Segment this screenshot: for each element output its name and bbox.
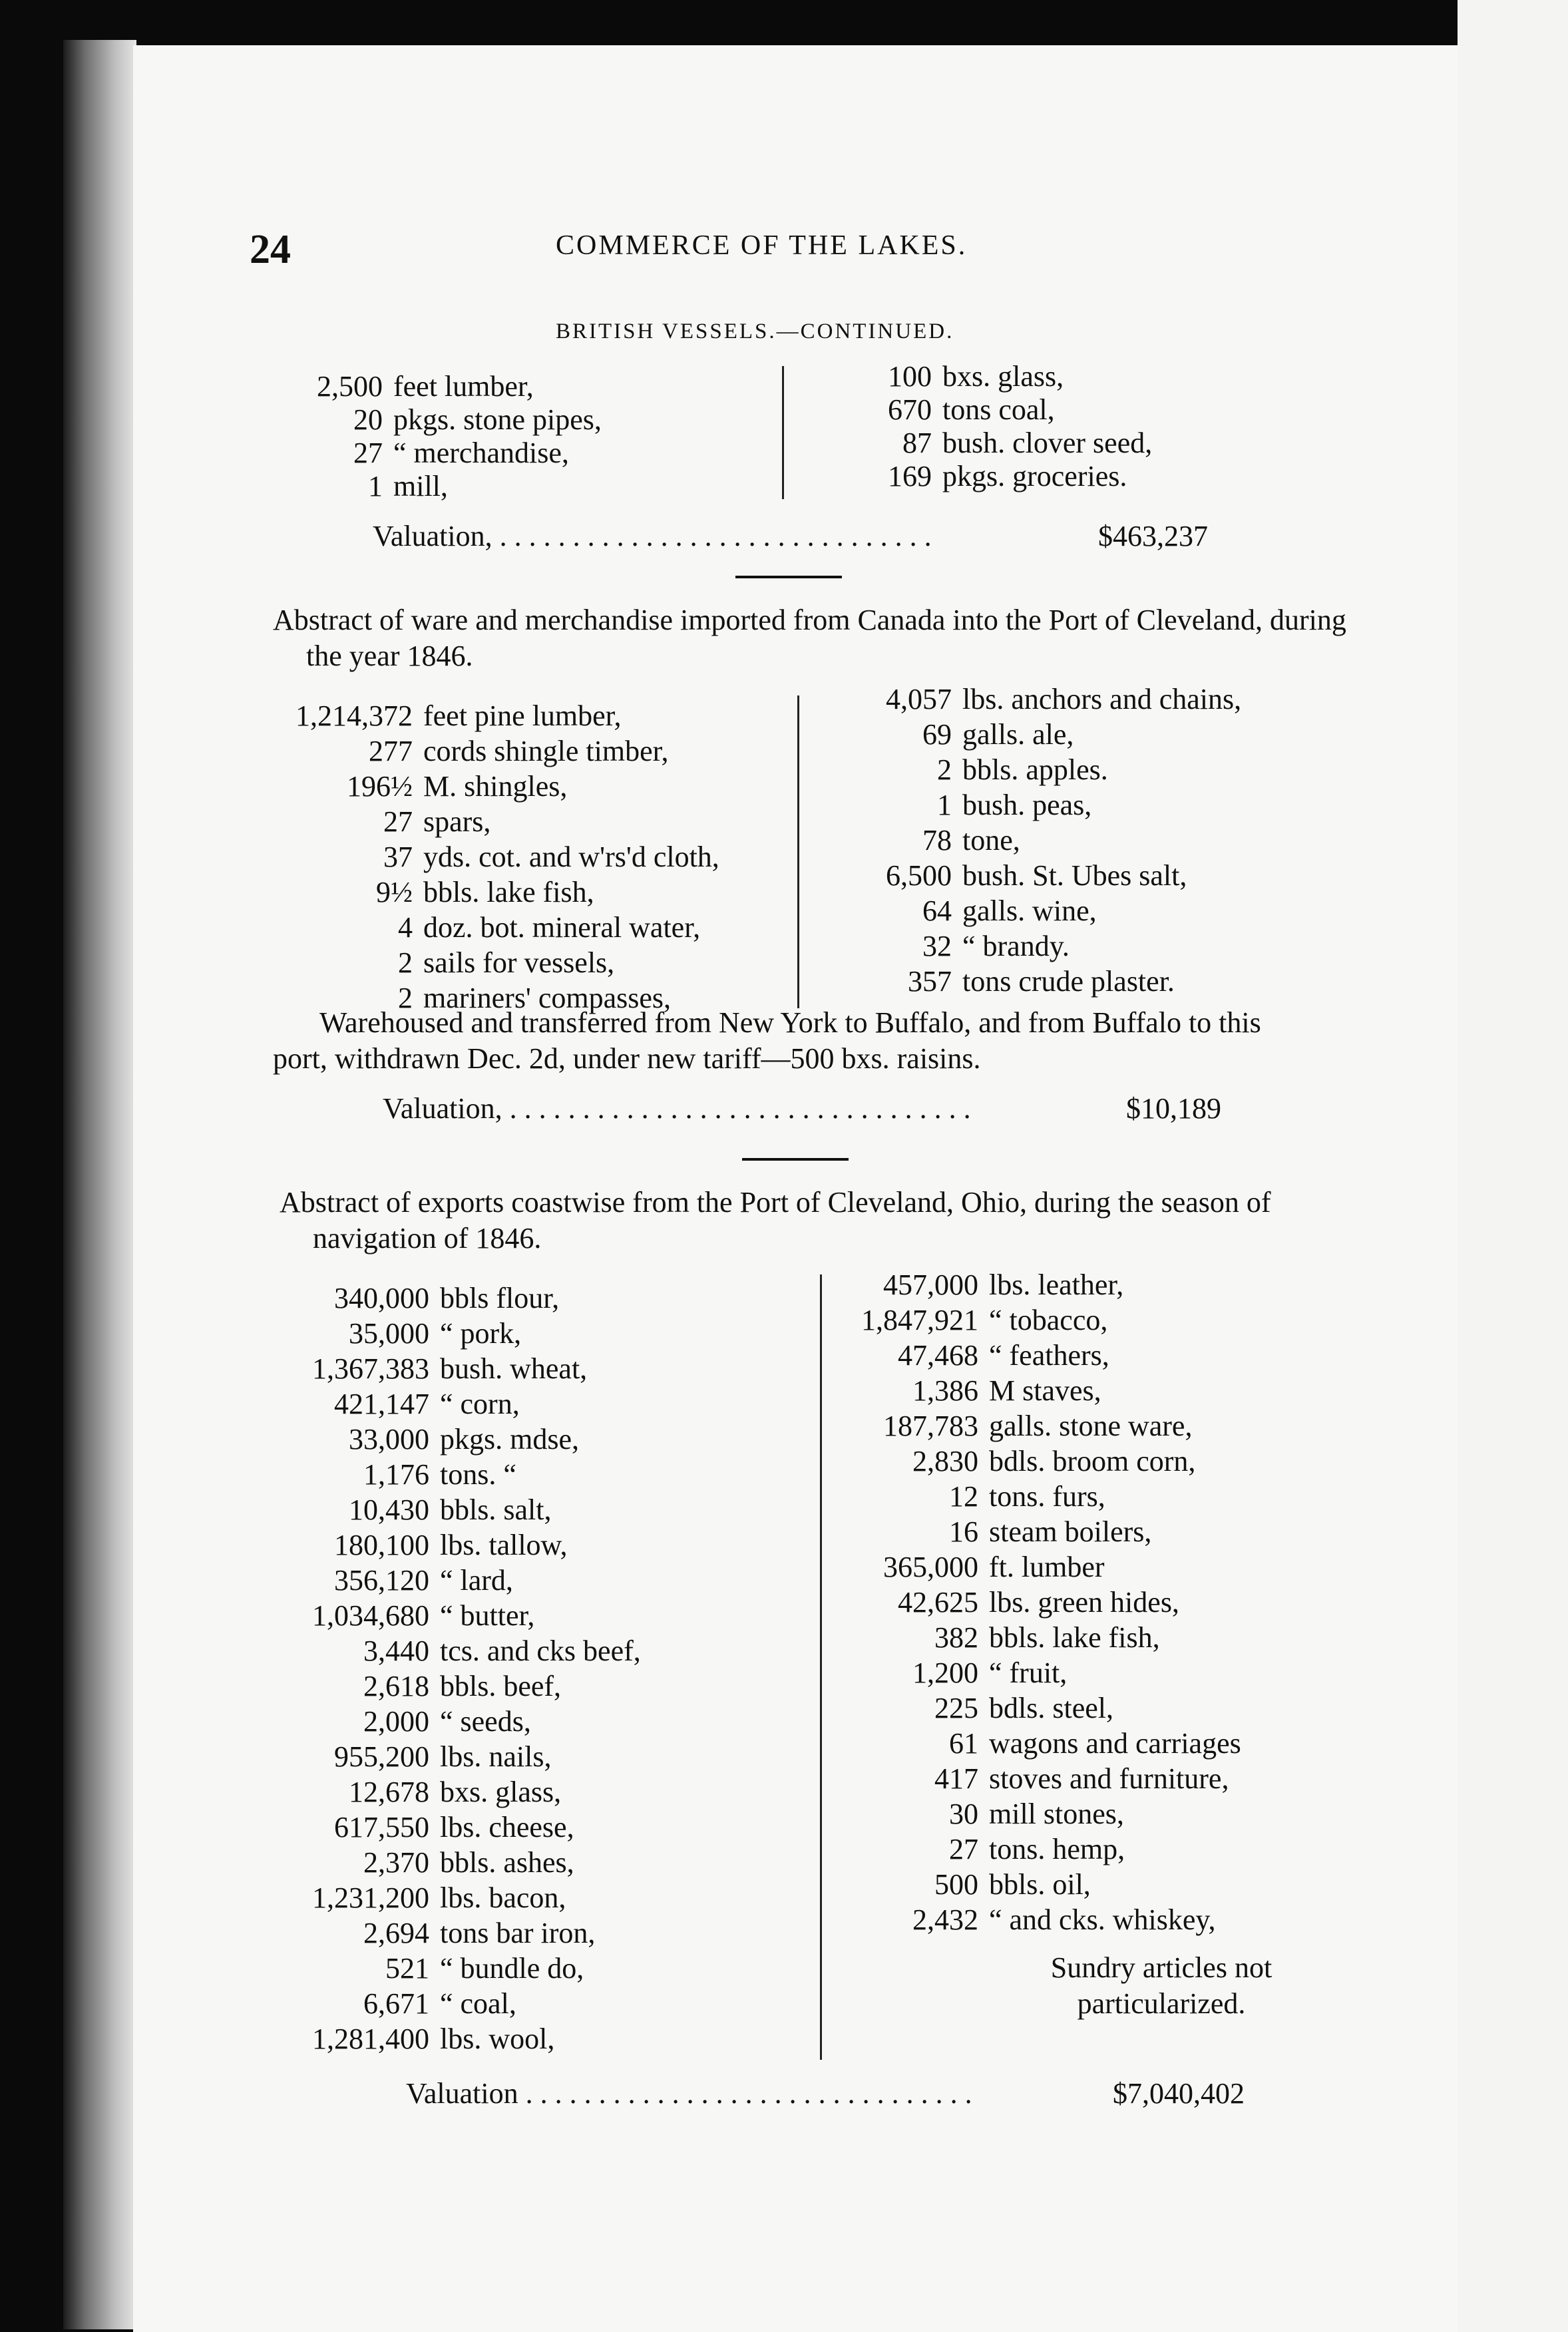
item-description: stoves and furniture, <box>989 1762 1229 1795</box>
quantity: 27 <box>353 437 383 469</box>
table-row <box>765 1409 1192 1443</box>
quantity: 69 <box>922 718 952 751</box>
quantity: 2 <box>398 982 413 1014</box>
item-description: lbs. tallow, <box>440 1529 568 1561</box>
item-description: cords shingle timber, <box>423 735 669 767</box>
item-description: M staves, <box>989 1374 1101 1407</box>
quantity: 27 <box>383 805 413 838</box>
quantity: 10,430 <box>349 1493 429 1526</box>
section-divider-rule <box>735 576 842 578</box>
item-description: mill, <box>393 470 448 502</box>
quantity: 47,468 <box>898 1339 978 1372</box>
table-row <box>765 1444 1195 1478</box>
quantity: 3,440 <box>363 1635 429 1667</box>
quantity: 340,000 <box>334 1282 429 1314</box>
table-row <box>216 1669 561 1703</box>
quantity: 2,432 <box>912 1903 978 1936</box>
quantity: 9½ <box>376 876 413 908</box>
quantity: 169 <box>888 460 932 492</box>
quantity: 2,830 <box>912 1445 978 1477</box>
table-row <box>170 469 448 503</box>
quantity: 180,100 <box>334 1529 429 1561</box>
item-description: galls. wine, <box>962 894 1097 927</box>
quantity: 500 <box>934 1868 978 1901</box>
quantity: 6,500 <box>886 859 952 892</box>
quantity: 35,000 <box>349 1317 429 1350</box>
item-description: pkgs. groceries. <box>942 460 1127 492</box>
book-spine-shadow <box>63 40 136 2329</box>
quantity: 12,678 <box>349 1776 429 1808</box>
quantity: 20 <box>353 403 383 436</box>
table-row <box>216 1916 595 1950</box>
item-description: feet lumber, <box>393 370 534 403</box>
item-description: tons. furs, <box>989 1480 1105 1513</box>
quantity: 1,034,680 <box>312 1599 429 1632</box>
table-row <box>739 788 1091 822</box>
item-description: lbs. anchors and chains, <box>962 683 1242 715</box>
quantity: 2,694 <box>363 1917 429 1949</box>
quantity: 87 <box>902 427 932 459</box>
item-description: “ merchandise, <box>393 437 569 469</box>
table-row <box>216 1528 567 1562</box>
table-row <box>216 1599 534 1633</box>
table-row <box>216 1704 531 1738</box>
table-row <box>216 1493 551 1527</box>
quantity: 1,200 <box>912 1656 978 1689</box>
facing-page <box>1458 0 1568 2332</box>
section2-valuation-amount: $10,189 <box>1126 1092 1221 1125</box>
table-row <box>200 946 614 980</box>
item-description: bbls. ashes, <box>440 1846 574 1879</box>
item-description: pkgs. mdse, <box>440 1423 579 1456</box>
table-row <box>170 369 534 403</box>
quantity: 33,000 <box>349 1423 429 1456</box>
item-description: bdls. steel, <box>989 1692 1113 1724</box>
item-description: bbls. salt, <box>440 1493 552 1526</box>
item-description: bbls flour, <box>440 1282 560 1314</box>
quantity: 417 <box>934 1762 978 1795</box>
item-description: bbls. beef, <box>440 1670 562 1702</box>
table-row <box>739 859 1187 892</box>
section3-intro: Abstract of exports coastwise from the Port of Cleveland, Ohio, during the season of navigation of 1846. <box>280 1186 1271 1255</box>
item-description: tone, <box>962 824 1020 857</box>
item-description: “ fruit, <box>989 1656 1068 1689</box>
table-row <box>765 1797 1124 1831</box>
item-description: bbls. apples. <box>962 753 1108 786</box>
table-row <box>719 459 1127 493</box>
table-row <box>765 1338 1109 1372</box>
quantity: 356,120 <box>334 1564 429 1597</box>
item-description: galls. ale, <box>962 718 1074 751</box>
table-row <box>200 805 490 839</box>
item-description: M. shingles, <box>423 770 568 803</box>
quantity: 277 <box>369 735 413 767</box>
quantity: 37 <box>383 841 413 873</box>
table-row <box>765 1585 1179 1619</box>
table-row <box>739 682 1241 716</box>
item-description: “ butter, <box>440 1599 535 1632</box>
item-description: tons coal, <box>942 393 1055 426</box>
table-row <box>216 1740 551 1774</box>
quantity: 16 <box>949 1515 978 1548</box>
item-description: lbs. green hides, <box>989 1586 1179 1619</box>
table-row <box>739 894 1097 928</box>
table-row <box>765 1515 1151 1549</box>
section2-valuation-line <box>383 1091 1221 1125</box>
quantity: 1,176 <box>363 1458 429 1491</box>
table-row <box>765 1762 1229 1796</box>
item-description: bush. wheat, <box>440 1352 588 1385</box>
item-description: “ pork, <box>440 1317 522 1350</box>
item-description: doz. bot. mineral water, <box>423 911 701 944</box>
quantity: 2,370 <box>363 1846 429 1879</box>
quantity: 78 <box>922 824 952 857</box>
section1-valuation-line <box>373 519 1208 553</box>
item-description: “ bundle do, <box>440 1952 584 1985</box>
page-number: 24 <box>250 227 291 272</box>
table-row <box>216 1951 584 1985</box>
table-row <box>216 1987 516 2021</box>
table-row <box>765 1621 1160 1654</box>
table-row <box>765 1726 1241 1760</box>
quantity: 382 <box>934 1621 978 1654</box>
section1-valuation-label: Valuation, <box>373 520 492 552</box>
section3-valuation-amount: $7,040,402 <box>1113 2077 1245 2110</box>
item-description: “ feathers, <box>989 1339 1109 1372</box>
quantity: 2 <box>398 946 413 979</box>
table-row <box>216 1316 521 1350</box>
table-row <box>200 875 594 909</box>
section2-valuation-label: Valuation, <box>383 1092 502 1125</box>
item-description: bxs. glass, <box>440 1776 562 1808</box>
table-row <box>765 1268 1123 1302</box>
table-row <box>216 1775 561 1809</box>
quantity: 225 <box>934 1692 978 1724</box>
quantity: 64 <box>922 894 952 927</box>
table-row <box>200 734 669 768</box>
item-description: “ lard, <box>440 1564 513 1597</box>
quantity: 1,386 <box>912 1374 978 1407</box>
quantity: 1,847,921 <box>861 1304 978 1336</box>
quantity: 2 <box>937 753 952 786</box>
item-description: bbls. oil, <box>989 1868 1091 1901</box>
valuation-leader-dots: . . . . . . . . . . . . . . . . . . . . . . . . . . . . . . <box>499 520 932 552</box>
item-description: pkgs. stone pipes, <box>393 403 602 436</box>
running-head: COMMERCE OF THE LAKES. <box>556 230 968 261</box>
table-row <box>719 359 1064 393</box>
quantity: 27 <box>949 1833 978 1865</box>
quantity: 1 <box>937 789 952 821</box>
quantity: 1,214,372 <box>295 699 413 732</box>
item-description: ft. lumber <box>989 1551 1105 1583</box>
table-row <box>216 1881 566 1915</box>
quantity: 30 <box>949 1798 978 1830</box>
table-row <box>739 929 1070 963</box>
item-description: bush. peas, <box>962 789 1092 821</box>
section-divider-rule <box>742 1158 849 1161</box>
table-row <box>200 699 622 733</box>
item-description: feet pine lumber, <box>423 699 622 732</box>
item-description: “ seeds, <box>440 1705 531 1738</box>
table-row <box>216 1281 559 1315</box>
table-row <box>765 1303 1107 1337</box>
quantity: 1,367,383 <box>312 1352 429 1385</box>
item-description: bxs. glass, <box>942 360 1064 393</box>
item-description: “ and cks. whiskey, <box>989 1903 1216 1936</box>
table-row <box>739 823 1020 857</box>
quantity: 196½ <box>347 770 413 803</box>
quantity: 100 <box>888 360 932 393</box>
quantity: 617,550 <box>334 1811 429 1844</box>
quantity: 457,000 <box>883 1268 978 1301</box>
quantity: 2,000 <box>363 1705 429 1738</box>
table-row <box>765 1479 1105 1513</box>
quantity: 357 <box>908 965 952 998</box>
item-description: bbls. lake fish, <box>989 1621 1160 1654</box>
table-row <box>216 1846 574 1879</box>
table-row <box>765 1656 1067 1690</box>
quantity: 12 <box>949 1480 978 1513</box>
table-row <box>765 1867 1091 1901</box>
quantity: 521 <box>385 1952 429 1985</box>
table-row <box>719 393 1055 427</box>
item-description: tons crude plaster. <box>962 965 1175 998</box>
table-row <box>216 1422 579 1456</box>
quantity: 1,281,400 <box>312 2023 429 2055</box>
quantity: 32 <box>922 930 952 962</box>
item-description: lbs. bacon, <box>440 1881 566 1914</box>
item-description: lbs. nails, <box>440 1740 552 1773</box>
item-description: sails for vessels, <box>423 946 615 979</box>
item-description: tons. hemp, <box>989 1833 1125 1865</box>
item-description: yds. cot. and w'rs'd cloth, <box>423 841 719 873</box>
item-description: bush. St. Ubes salt, <box>962 859 1187 892</box>
table-row <box>765 1374 1101 1408</box>
table-row <box>739 753 1108 787</box>
item-description: “ corn, <box>440 1388 520 1420</box>
item-description: tcs. and cks beef, <box>440 1635 641 1667</box>
quantity: 365,000 <box>883 1551 978 1583</box>
item-description: spars, <box>423 805 491 838</box>
item-description: “ tobacco, <box>989 1304 1108 1336</box>
section3-valuation-label: Valuation <box>406 2077 518 2110</box>
table-row <box>216 1458 516 1491</box>
quantity: 1,231,200 <box>312 1881 429 1914</box>
section2-intro: Abstract of ware and merchandise imported from Canada into the Port of Cleveland, during the year 1846. <box>273 604 1346 672</box>
item-description: steam boilers, <box>989 1515 1152 1548</box>
quantity: 4,057 <box>886 683 952 715</box>
item-description: bush. clover seed, <box>942 427 1153 459</box>
table-row <box>765 1691 1113 1725</box>
item-description: “ coal, <box>440 1987 516 2020</box>
item-description: wagons and carriages <box>989 1727 1241 1760</box>
section1-valuation-amount: $463,237 <box>1098 520 1208 552</box>
item-description: mariners' compasses, <box>423 982 672 1014</box>
item-description: lbs. leather, <box>989 1268 1124 1301</box>
item-description: lbs. cheese, <box>440 1811 574 1844</box>
item-description: tons. “ <box>440 1458 516 1491</box>
item-description: “ brandy. <box>962 930 1070 962</box>
quantity: 2,500 <box>317 370 383 403</box>
table-row <box>216 1563 513 1597</box>
table-row <box>216 1634 641 1668</box>
quantity: 4 <box>398 911 413 944</box>
table-row <box>739 717 1074 751</box>
section1-heading: BRITISH VESSELS.—CONTINUED. <box>556 319 954 343</box>
table-row <box>170 403 602 437</box>
table-row <box>765 1832 1125 1866</box>
table-row <box>200 840 719 874</box>
item-description: galls. stone ware, <box>989 1410 1193 1442</box>
table-row <box>765 1903 1216 1937</box>
quantity: 42,625 <box>898 1586 978 1619</box>
quantity: 421,147 <box>334 1388 429 1420</box>
table-row <box>216 2022 554 2056</box>
table-row <box>739 964 1175 998</box>
table-row <box>216 1810 574 1844</box>
quantity: 1 <box>368 470 383 502</box>
item-description: bbls. lake fish, <box>423 876 594 908</box>
item-description: lbs. wool, <box>440 2023 555 2055</box>
section3-valuation-line <box>406 2076 1245 2110</box>
table-row <box>216 1387 520 1421</box>
quantity: 2,618 <box>363 1670 429 1702</box>
item-description: mill stones, <box>989 1798 1124 1830</box>
section2-note: Warehoused and transferred from New York to Buffalo, and from Buffalo to this port, withdrawn Dec. 2d, under new tariff—500 bxs. raisins. <box>273 1006 1261 1075</box>
valuation-leader-dots: . . . . . . . . . . . . . . . . . . . . . . . . . . . . . . . . <box>509 1092 971 1125</box>
quantity: 670 <box>888 393 932 426</box>
valuation-leader-dots: . . . . . . . . . . . . . . . . . . . . . . . . . . . . . . . <box>525 2077 972 2110</box>
quantity: 6,671 <box>363 1987 429 2020</box>
quantity: 955,200 <box>334 1740 429 1773</box>
table-row <box>200 910 700 944</box>
table-row <box>170 436 569 470</box>
table-row <box>765 1550 1105 1584</box>
table-row <box>719 426 1152 460</box>
table-row <box>200 769 567 803</box>
section3-sundry-note: Sundry articles not particularized. <box>1050 1951 1273 2020</box>
item-description: bdls. broom corn, <box>989 1445 1196 1477</box>
item-description: tons bar iron, <box>440 1917 596 1949</box>
table-row <box>216 1352 587 1386</box>
quantity: 61 <box>949 1727 978 1760</box>
quantity: 187,783 <box>883 1410 978 1442</box>
